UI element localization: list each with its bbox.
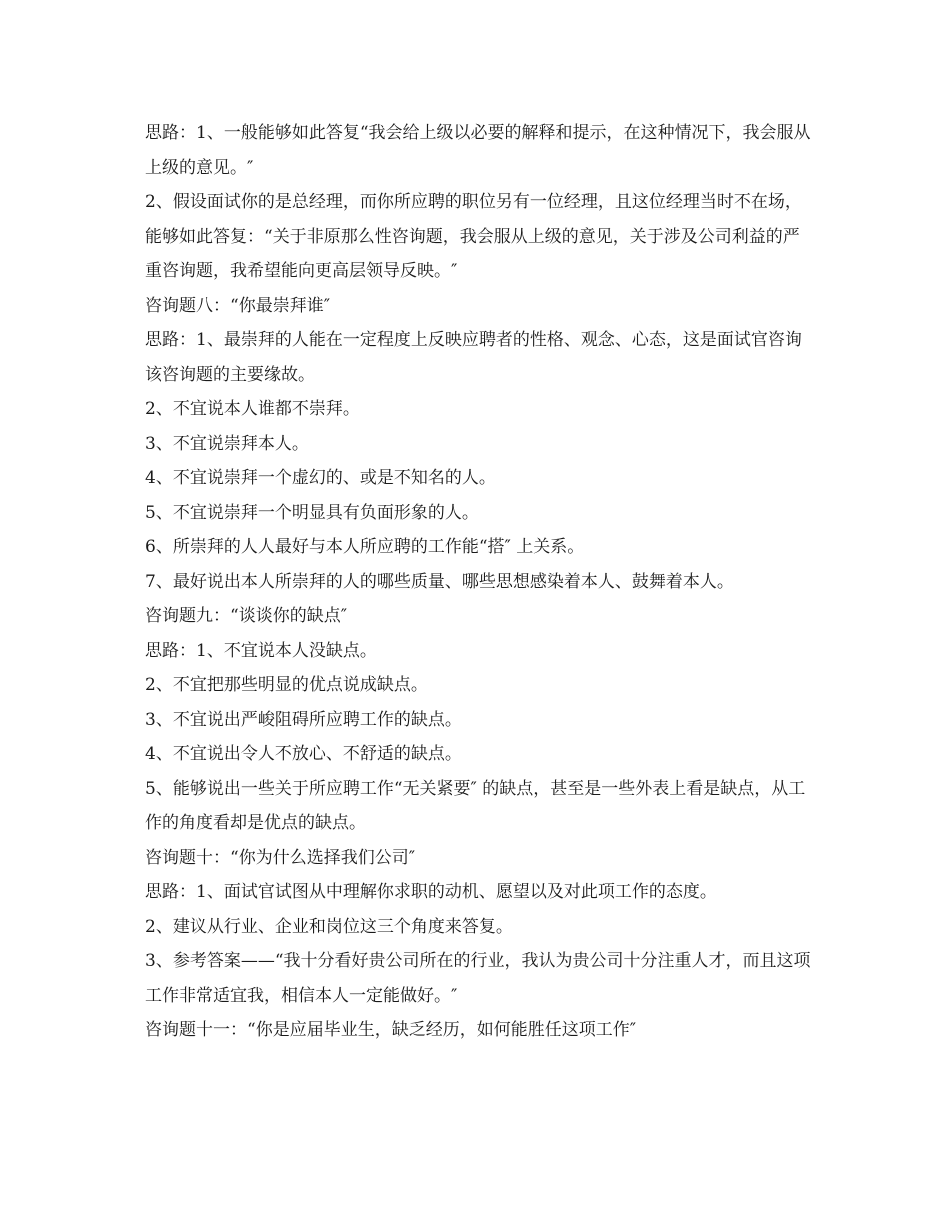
paragraph: 思路：1、最崇拜的人能在一定程度上反映应聘者的性格、观念、心态，这是面试官咨询该咨询题的主要缘故。	[145, 330, 802, 385]
question-heading: 咨询题九：“谈谈你的缺点″	[145, 606, 348, 626]
list-item: 5、能够说出一些关于所应聘工作“无关紧要″ 的缺点，甚至是一些外表上看是缺点，从工作的角度看却是优点的缺点。	[145, 778, 806, 833]
list-item: 3、不宜说出严峻阻碍所应聘工作的缺点。	[145, 709, 462, 730]
paragraph: 2、假设面试你的是总经理，而你所应聘的职位另有一位经理，且这位经理当时不在场，能够如此答复：“关于非原那么性咨询题，我会服从上级的意见，关于涉及公司利益的严重咨询题，我希望能向更高层领导反映。″	[145, 192, 802, 281]
list-item: 6、所崇拜的人人最好与本人所应聘的工作能“搭″ 上关系。	[145, 537, 585, 557]
question-heading: 咨询题八：“你最崇拜谁″	[145, 295, 331, 316]
list-item: 2、不宜说本人谁都不崇拜。	[145, 399, 360, 419]
paragraph: 思路：1、一般能够如此答复“我会给上级以必要的解释和提示，在这种情况下，我会服从上级的意见。″	[145, 123, 811, 178]
paragraph: 思路：1、面试官试图从中理解你求职的动机、愿望以及对此项工作的态度。	[145, 882, 717, 902]
question-heading: 咨询题十：“你为什么选择我们公司″	[145, 847, 416, 868]
list-item: 5、不宜说崇拜一个明显具有负面形象的人。	[145, 502, 479, 523]
list-item: 2、建议从行业、企业和岗位这三个角度来答复。	[145, 916, 513, 937]
question-heading: 咨询题十一：“你是应届毕业生，缺乏经历，如何能胜任这项工作″	[145, 1020, 637, 1040]
paragraph: 思路：1、不宜说本人没缺点。	[145, 640, 377, 661]
document-body	[145, 116, 815, 1048]
list-item: 4、不宜说崇拜一个虚幻的、或是不知名的人。	[145, 468, 496, 488]
list-item: 4、不宜说出令人不放心、不舒适的缺点。	[145, 744, 462, 764]
list-item: 3、参考答案——“我十分看好贵公司所在的行业，我认为贵公司十分注重人才，而且这项工作非常适宜我，相信本人一定能做好。″	[145, 951, 811, 1006]
list-item: 3、不宜说崇拜本人。	[145, 433, 309, 454]
list-item: 2、不宜把那些明显的优点说成缺点。	[145, 675, 428, 695]
list-item: 7、最好说出本人所崇拜的人的哪些质量、哪些思想感染着本人、鼓舞着本人。	[145, 571, 734, 592]
